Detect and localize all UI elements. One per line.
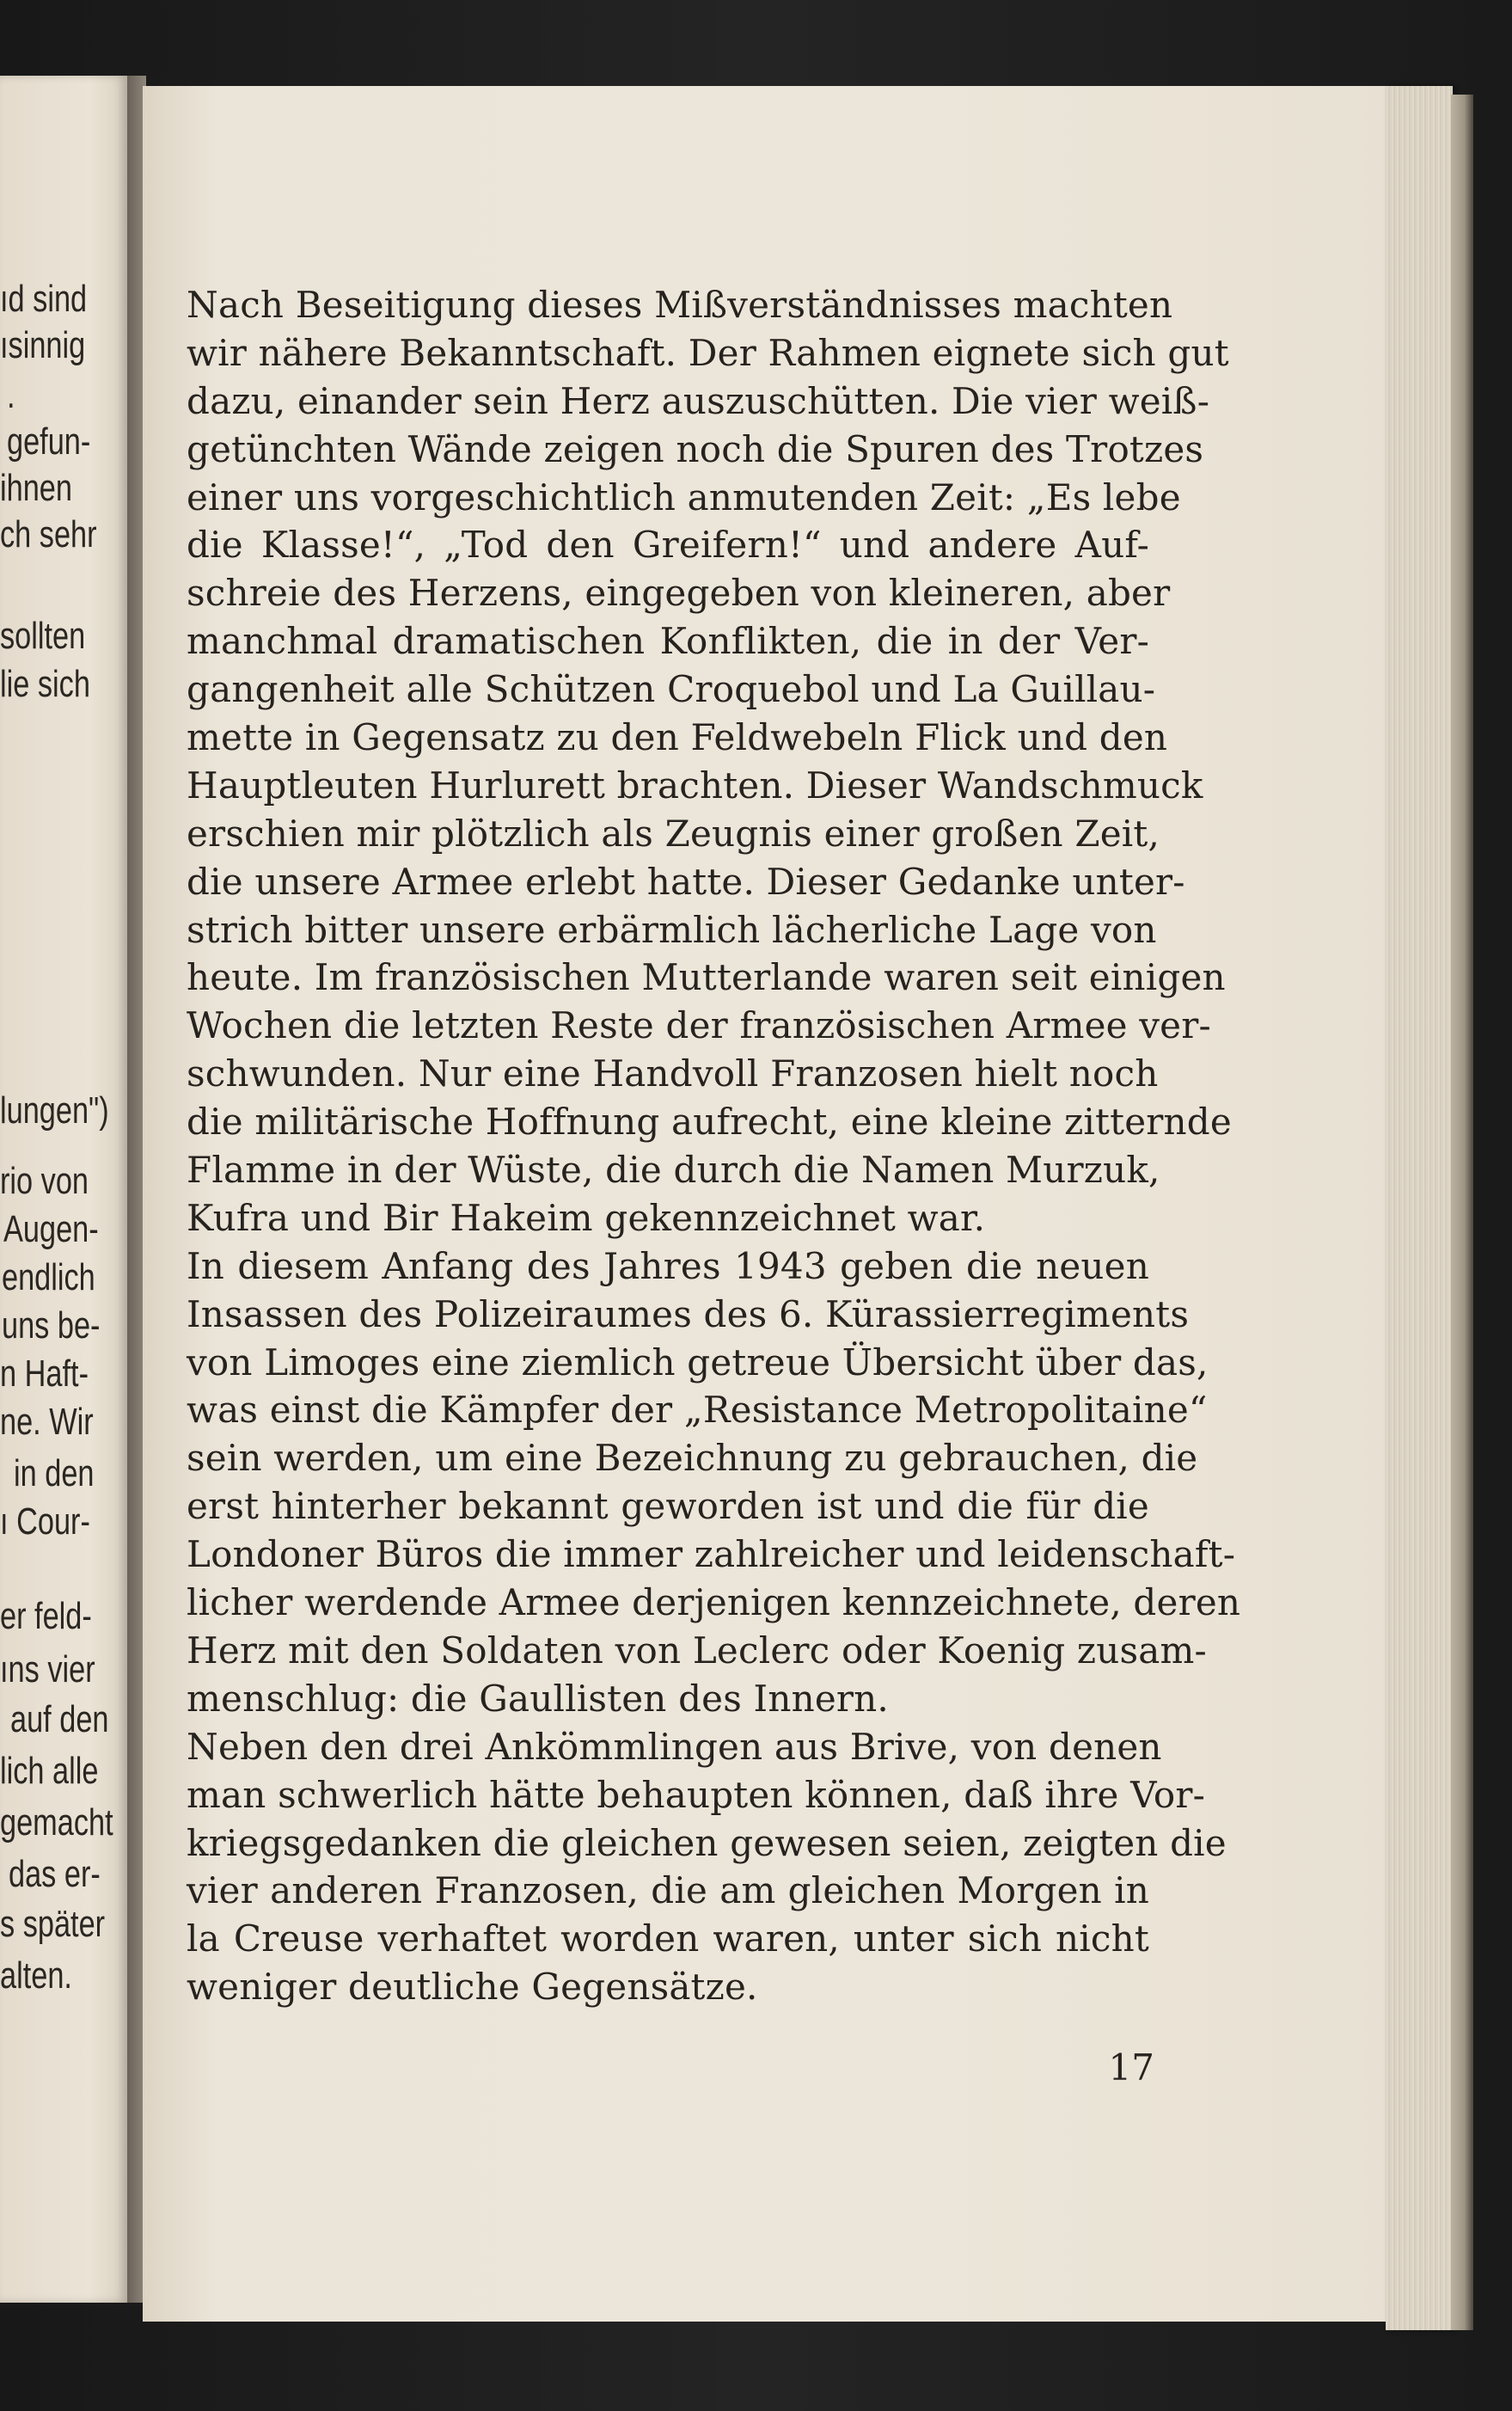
text-line: Herz mit den Soldaten von Leclerc oder Koenig zusam- xyxy=(187,1629,1207,1672)
left-page-line: endlich xyxy=(2,1256,95,1298)
text-line: Neben den drei Ankömmlingen aus Brive, von denen xyxy=(187,1725,1162,1768)
text-line: getünchten Wände zeigen noch die Spuren des Trotzes xyxy=(187,427,1204,470)
text-line: In diesem Anfang des Jahres 1943 geben die neuen xyxy=(187,1244,1149,1287)
left-page-line: lungen") xyxy=(0,1089,109,1132)
text-line: Nach Beseitigung dieses Mißverständnisses machten xyxy=(187,284,1173,326)
book-cover-edge xyxy=(1451,95,1473,2330)
left-page-line: auf den xyxy=(10,1698,109,1740)
page-number: 17 xyxy=(1108,2046,1154,2089)
text-line: erschien mir plötzlich als Zeugnis einer großen Zeit, xyxy=(187,812,1160,855)
text-line: Hauptleuten Hurlurett brachten. Dieser Wandschmuck xyxy=(187,764,1203,807)
left-page-line: ne. Wir xyxy=(0,1401,94,1443)
left-page-line: uns be- xyxy=(2,1304,101,1347)
text-line: strich bitter unsere erbärmlich lächerliche Lage von xyxy=(187,908,1157,951)
text-line: menschlug: die Gaullisten des Innern. xyxy=(187,1677,889,1720)
text-line: Kufra und Bir Hakeim gekennzeichnet war. xyxy=(187,1196,986,1239)
text-line: von Limoges eine ziemlich getreue Übersicht über das, xyxy=(187,1340,1209,1383)
text-line: manchmal dramatischen Konflikten, die in der Ver- xyxy=(187,620,1149,663)
left-page-line: ıd sind xyxy=(0,278,88,320)
text-line: erst hinterher bekannt geworden ist und die für die xyxy=(187,1485,1149,1528)
text-line: sein werden, um eine Bezeichnung zu gebrauchen, die xyxy=(187,1437,1198,1480)
left-page-line: in den xyxy=(14,1452,95,1494)
text-line: einer uns vorgeschichtlich anmutenden Zeit: „Es lebe xyxy=(187,475,1181,518)
left-page-line: Augen- xyxy=(3,1208,99,1250)
text-line: vier anderen Franzosen, die am gleichen Morgen in xyxy=(187,1869,1149,1912)
text-line: Wochen die letzten Reste der französischen Armee ver- xyxy=(187,1004,1211,1047)
text-line: die Klasse!“, „Tod den Greifern!“ und andere Auf- xyxy=(187,524,1149,567)
left-page-line: ch sehr xyxy=(0,513,97,555)
left-page-line: ihnen xyxy=(0,467,72,509)
left-page-line: alten. xyxy=(0,1954,72,1997)
text-line: die unsere Armee erlebt hatte. Dieser Gedanke unter- xyxy=(187,860,1185,903)
left-page-line: ısinnig xyxy=(0,324,86,366)
left-page-line: sollten xyxy=(0,615,86,657)
left-page-line: n Haft- xyxy=(0,1353,89,1395)
text-line: la Creuse verhaftet worden waren, unter sich nicht xyxy=(187,1917,1149,1960)
left-page-line: er feld- xyxy=(0,1595,92,1637)
page-edges xyxy=(1386,86,1453,2330)
text-line: weniger deutliche Gegensätze. xyxy=(187,1966,758,2009)
left-page-line: gemacht xyxy=(0,1801,113,1844)
left-page-line: lich alle xyxy=(0,1750,99,1792)
text-line: licher werdende Armee derjenigen kennzeichnete, deren xyxy=(187,1581,1241,1624)
text-line: kriegsgedanken die gleichen gewesen seien, zeigten die xyxy=(187,1821,1227,1864)
left-page-line: ıns vier xyxy=(0,1648,95,1690)
left-page-line: s später xyxy=(0,1903,106,1945)
text-line: die militärische Hoffnung aufrecht, eine kleine zitternde xyxy=(187,1101,1232,1144)
text-line: schwunden. Nur eine Handvoll Franzosen hielt noch xyxy=(187,1052,1159,1095)
left-page-line: das er- xyxy=(9,1853,101,1895)
left-page-line: gefun- xyxy=(7,420,91,463)
text-line: heute. Im französischen Mutterlande waren seit einigen xyxy=(187,956,1226,999)
text-line: mette in Gegensatz zu den Feldwebeln Flick und den xyxy=(187,716,1168,759)
text-line: Insassen des Polizeiraumes des 6. Kürassierregiments xyxy=(187,1292,1190,1335)
left-page-line: ı Cour- xyxy=(0,1500,90,1543)
text-line: man schwerlich hätte behaupten können, daß ihre Vor- xyxy=(187,1773,1205,1816)
text-line: Flamme in der Wüste, die durch die Namen Murzuk, xyxy=(187,1149,1160,1192)
text-line: dazu, einander sein Herz auszuschütten. Die vier weiß- xyxy=(187,379,1210,422)
text-line: was einst die Kämpfer der „Resistance Metropolitaine“ xyxy=(187,1389,1208,1432)
left-page-line: lie sich xyxy=(0,663,90,705)
left-page-line: . xyxy=(7,374,15,416)
text-line: gangenheit alle Schützen Croquebol und La Guillau- xyxy=(187,668,1156,711)
left-page-line: rio von xyxy=(0,1160,89,1202)
text-line: schreie des Herzens, eingegeben von kleineren, aber xyxy=(187,572,1171,615)
text-line: Londoner Büros die immer zahlreicher und leidenschaft- xyxy=(187,1533,1236,1576)
left-page xyxy=(0,76,127,2303)
text-line: wir nähere Bekanntschaft. Der Rahmen eignete sich gut xyxy=(187,331,1229,374)
body-text xyxy=(187,281,1241,2011)
